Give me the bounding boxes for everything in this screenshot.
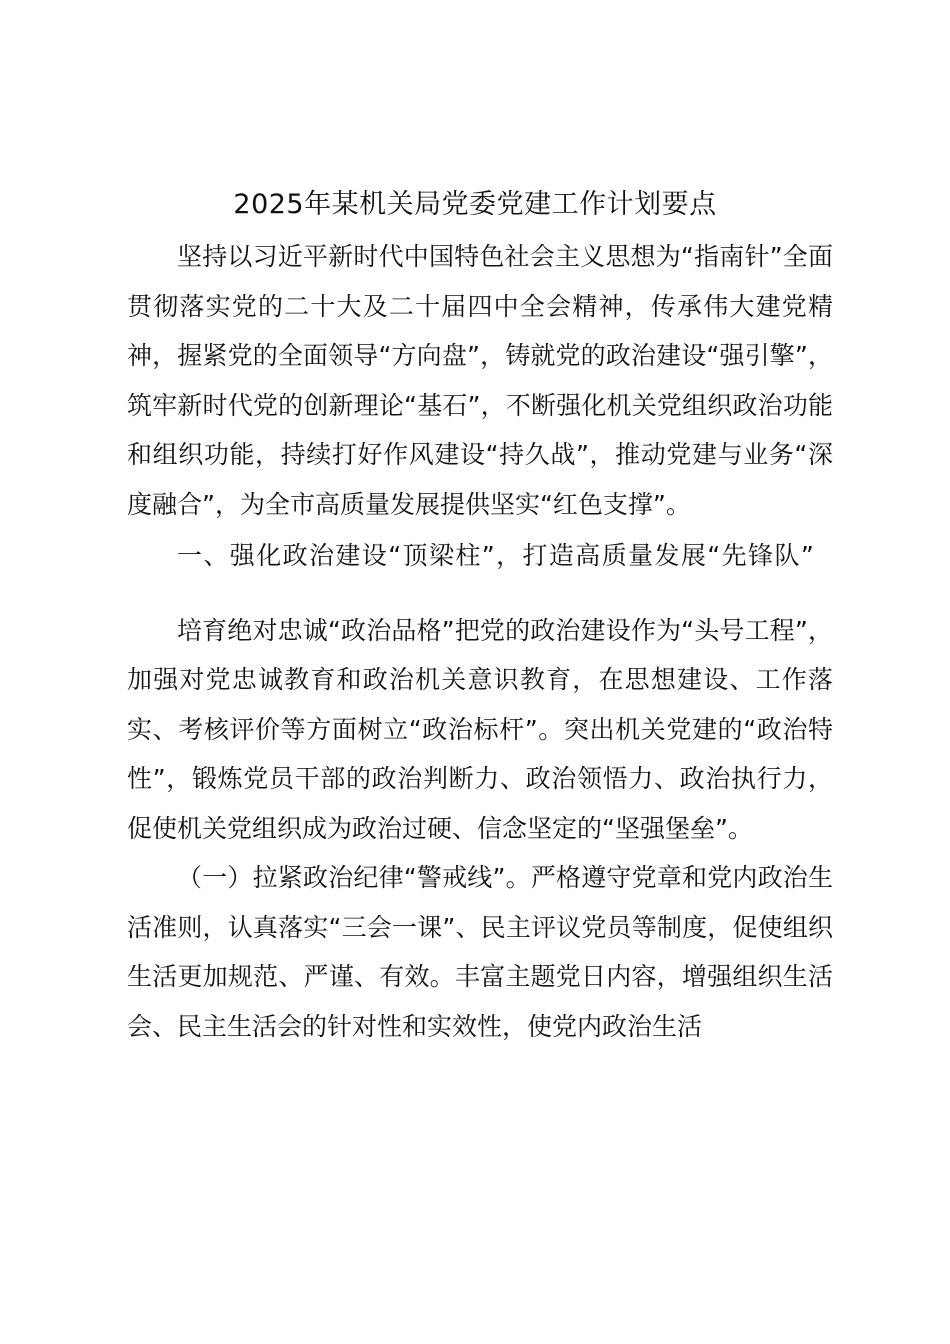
subsection-1-paragraph: （一）拉紧政治纪律“警戒线”。严格遵守党章和党内政治生活准则，认真落实“三会一课”、民主评议党员等制度，促使组织生活更加规范、严谨、有效。丰富主题党日内容，增强组织生活会、民主生活会的针对性和实效性，使党内政治生活	[127, 863, 833, 1041]
intro-paragraph: 坚持以习近平新时代中国特色社会主义思想为“指南针”全面贯彻落实党的二十大及二十届四中全会精神，传承伟大建党精神，握紧党的全面领导“方向盘”，铸就党的政治建设“强引擎”，筑牢新时代党的创新理论“基石”，不断强化机关党组织政治功能和组织功能，持续打好作风建设“持久战”，推动党建与业务“深度融合”，为全市高质量发展提供坚实“红色支撑”。	[127, 242, 833, 519]
section-1-paragraph: 培育绝对忠诚“政治品格”把党的政治建设作为“头号工程”，加强对党忠诚教育和政治机关意识教育，在思想建设、工作落实、考核评价等方面树立“政治标杆”。突出机关党建的“政治特性”，锻炼党员干部的政治判断力、政治领悟力、政治执行力，促使机关党组织成为政治过硬、信念坚定的“坚强堡垒”。	[127, 615, 833, 843]
document-title: 2025年某机关局党委党建工作计划要点	[233, 189, 717, 220]
document-body	[127, 232, 833, 1051]
section-heading-1: 一、强化政治建设“顶梁柱”，打造高质量发展“先锋队”	[177, 541, 816, 570]
